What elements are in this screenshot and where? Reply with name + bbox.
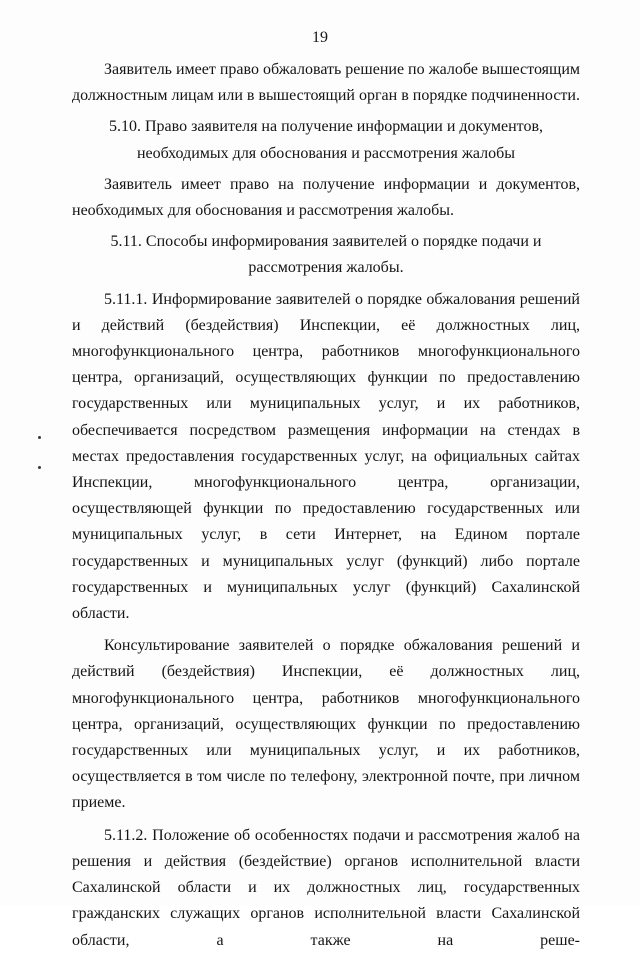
paragraph-5-11-1: 5.11.1. Информирование заявителей о порядке обжалования решений и действий (бездействия) Инспекции, её должностных лиц, многофункционального центра, работников многофункционального центра, организаций, осуществляющих функции по предоставлению государственных или муниципальных услуг, и их работников, обеспечивается посредством размещения информации на стендах в местах предоставления государственных услуг, на официальных сайтах Инспекции, многофункционального центра, организации, осуществляющей функции по предоставлению государственных или муниципальных услуг, в сети Интернет, на Едином портале государственных и муниципальных услуг (функций) либо портале государственных и муниципальных услуг (функций) Сахалинской области. <box>72 290 580 623</box>
scan-speck <box>38 466 41 469</box>
section-heading-5-10: 5.10. Право заявителя на получение информации и документов, необходимых для обоснования и рассмотрения жалобы <box>108 118 544 162</box>
document-body <box>72 57 580 954</box>
paragraph-5-11-2: 5.11.2. Положение об особенностях подачи и рассмотрения жалоб на решения и действия (бездействие) органов исполнительной власти Сахалинской области и их должностных лиц, государственных гражданских служащих органов исполнительной власти Сахалинской области, а также на реше- <box>72 826 580 949</box>
paragraph-consulting: Консультирование заявителей о порядке обжалования решений и действий (бездействия) Инспекции, её должностных лиц, многофункционального центра, работников многофункционального центра, организаций, осуществляющих функции по предоставлению государственных или муниципальных услуг, и их работников, осуществляется в том числе по телефону, электронной почте, при личном приеме. <box>72 637 580 812</box>
scan-speck <box>38 436 41 439</box>
section-heading-5-11: 5.11. Способы информирования заявителей о порядке подачи и рассмотрения жалобы. <box>110 233 542 277</box>
paragraph-appeal-right: Заявитель имеет право обжаловать решение по жалобе вышестоящим должностным лицам или в вышестоящий орган в порядке подчиненности. <box>72 61 580 105</box>
paragraph-information-right: Заявитель имеет право на получение информации и документов, необходимых для обоснования и рассмотрения жалобы. <box>72 175 580 220</box>
page-number: 19 <box>312 29 328 46</box>
